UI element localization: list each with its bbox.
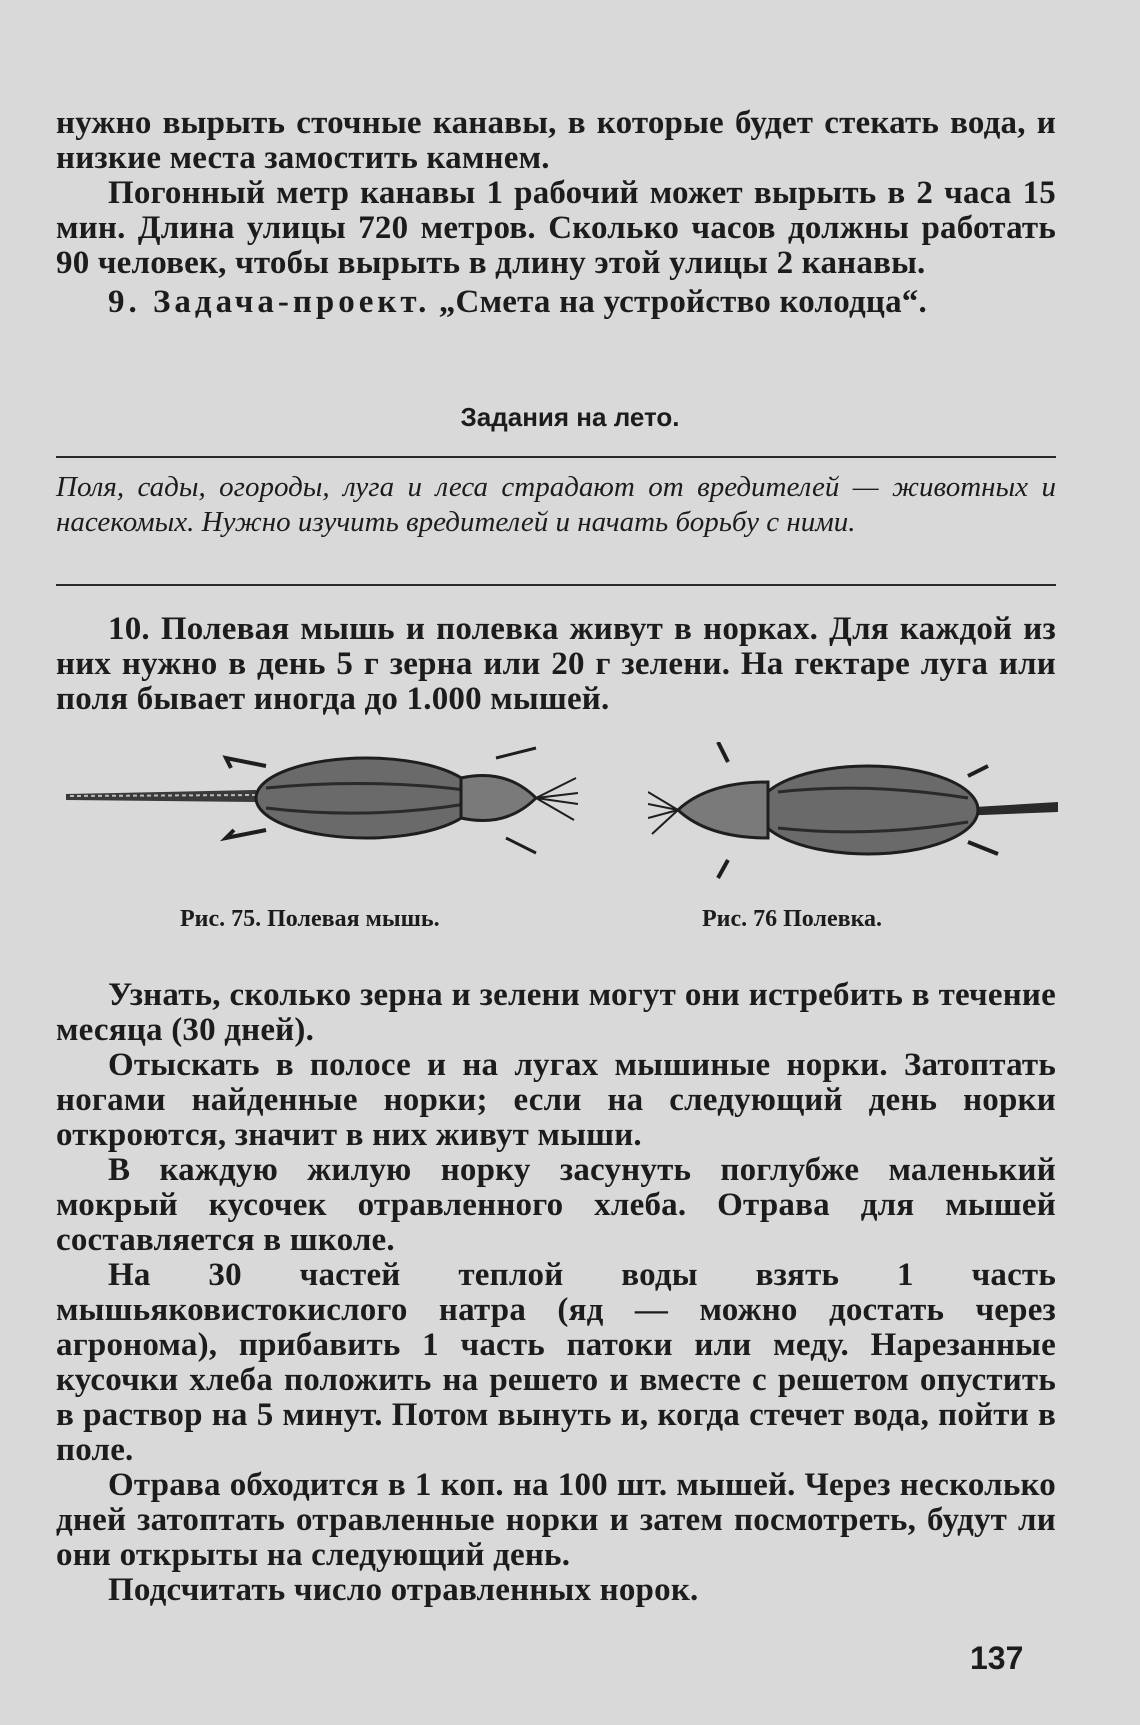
rule-bottom (56, 584, 1056, 586)
paragraph-poison-recipe: На 30 частей теплой воды взять 1 часть мышьяковистокислого натра (яд — можно достать через агронома), прибавить 1 часть патоки или меду. Нарезанные кусочки хлеба положить на решето и вместе с решетом опустить в раствор на 5 минут. Потом вынуть и, когда стечет вода, пойти в поле. (56, 1257, 1056, 1468)
section-heading: Задания на лето. (460, 402, 680, 432)
task10-block (56, 612, 1056, 717)
top-text (56, 106, 1056, 320)
paragraph-project-task (56, 285, 1056, 320)
bottom-text (56, 978, 1056, 1608)
paragraph-month-calc: Узнать, сколько зерна и зелени могут они истребить в течение месяца (30 дней). (56, 977, 1056, 1048)
paragraph-find-burrows: Отыскать в полосе и на лугах мышиные норки. Затоптать ногами найденные норки; если на следующий день норки откроются, значит в них живут мыши. (56, 1047, 1056, 1153)
figure75-caption: Рис. 75. Полевая мышь. (180, 906, 440, 932)
paragraph-task10: 10. Полевая мышь и полевка живут в норках. Для каждой из них нужно в день 5 г зерна или 20 г зелени. На гектаре луга или поля бывает иногда до 1.000 мышей. (56, 611, 1056, 717)
paragraph-drainage: нужно вырыть сточные канавы, в которые будет стекать вода, и низкие места замостить камнем. (56, 105, 1056, 176)
paragraph-count-burrows: Подсчитать число отравленных норок. (108, 1572, 699, 1608)
vole-illustration (648, 742, 1060, 882)
project-task-label: 9. Задача-проект. (108, 284, 431, 320)
section-note: Поля, сады, огороды, луга и леса страдают от вредителей — животных и насекомых. Нужно изучить вредителей и начать борьбу с ними. (56, 471, 1056, 538)
figure76-caption: Рис. 76 Полевка. (702, 906, 883, 932)
page-number: 137 (970, 1640, 1024, 1676)
paragraph-poison-bread: В каждую жилую норку засунуть поглубже маленький мокрый кусочек отравленного хлеба. Отрава для мышей составляется в школе. (56, 1152, 1056, 1258)
paragraph-ditch-problem: Погонный метр канавы 1 рабочий может вырыть в 2 часа 15 мин. Длина улицы 720 метров. Сколько часов должны работать 90 человек, чтобы вырыть в длину этой улицы 2 канавы. (56, 175, 1056, 281)
rule-top (56, 456, 1056, 458)
field-mouse-illustration (66, 738, 586, 878)
paragraph-poison-cost: Отрава обходится в 1 коп. на 100 шт. мышей. Через несколько дней затоптать отравленные норки и затем посмотреть, будут ли они открыты на следующий день. (56, 1467, 1056, 1573)
project-task-title: „Смета на устройство колодца“. (438, 284, 927, 320)
